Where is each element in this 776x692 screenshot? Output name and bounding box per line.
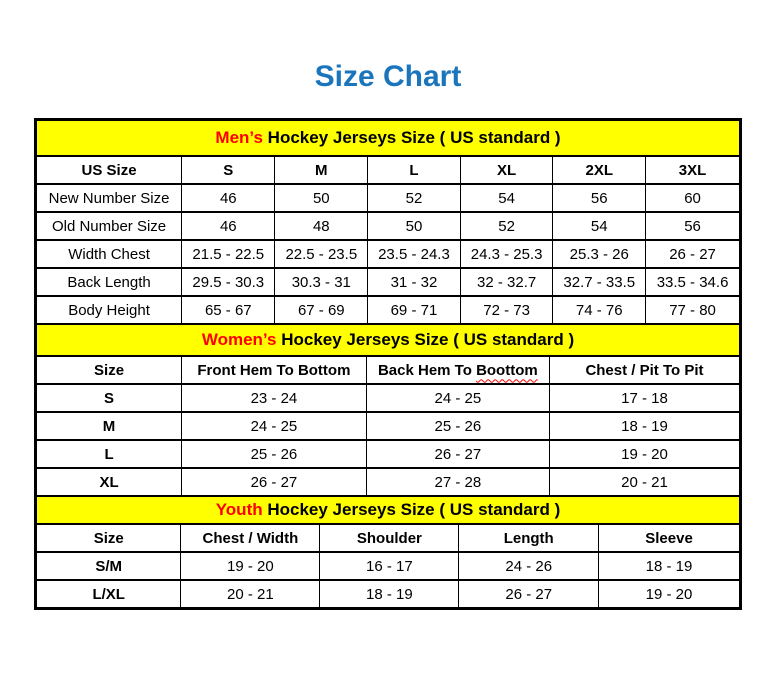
- row-label: New Number Size: [37, 184, 182, 212]
- row-label: S: [37, 384, 182, 412]
- col-header: Chest / Width: [181, 524, 320, 552]
- table-row: [37, 412, 739, 440]
- size-cell: 26 - 27: [646, 240, 739, 268]
- size-cell: 48: [275, 212, 368, 240]
- womens-size-table: [37, 325, 739, 497]
- size-cell: 26 - 27: [182, 468, 367, 496]
- size-cell: 17 - 18: [549, 384, 739, 412]
- size-cell: 18 - 19: [320, 580, 459, 607]
- size-cell: 27 - 28: [366, 468, 549, 496]
- size-cell: 50: [275, 184, 368, 212]
- size-cell: 56: [553, 184, 646, 212]
- size-cell: 60: [646, 184, 739, 212]
- size-cell: 18 - 19: [549, 412, 739, 440]
- youth-column-header-row: [37, 524, 739, 552]
- size-cell: 29.5 - 30.3: [182, 268, 275, 296]
- row-label: Body Height: [37, 296, 182, 324]
- size-cell: 22.5 - 23.5: [275, 240, 368, 268]
- row-label: XL: [37, 468, 182, 496]
- womens-column-header-row: [37, 356, 739, 384]
- table-row: [37, 184, 739, 212]
- size-cell: 52: [368, 184, 461, 212]
- size-cell: 33.5 - 34.6: [646, 268, 739, 296]
- youth-band-highlight: Youth: [215, 500, 263, 519]
- mens-column-header-row: [37, 156, 739, 184]
- table-row: [37, 212, 739, 240]
- size-cell: 18 - 19: [599, 552, 739, 580]
- table-row: [37, 240, 739, 268]
- size-cell: 74 - 76: [553, 296, 646, 324]
- size-cell: 26 - 27: [366, 440, 549, 468]
- size-chart-table: [34, 118, 742, 610]
- size-cell: 20 - 21: [549, 468, 739, 496]
- size-cell: 25 - 26: [182, 440, 367, 468]
- size-cell: 69 - 71: [368, 296, 461, 324]
- page-title: Size Chart: [314, 60, 462, 93]
- womens-section-header: [37, 325, 739, 356]
- size-cell: 24.3 - 25.3: [460, 240, 553, 268]
- col-header: 2XL: [553, 156, 646, 184]
- size-cell: 67 - 69: [275, 296, 368, 324]
- col-header: US Size: [37, 156, 182, 184]
- size-cell: 65 - 67: [182, 296, 275, 324]
- col-header: Length: [459, 524, 599, 552]
- size-cell: 32.7 - 33.5: [553, 268, 646, 296]
- col-header: Shoulder: [320, 524, 459, 552]
- spellcheck-squiggle-word: Boottom: [476, 361, 538, 379]
- size-cell: 54: [460, 184, 553, 212]
- womens-band-text: Hockey Jerseys Size ( US standard ): [276, 330, 575, 349]
- size-cell: 31 - 32: [368, 268, 461, 296]
- table-row: [37, 384, 739, 412]
- row-label: M: [37, 412, 182, 440]
- size-cell: 23 - 24: [182, 384, 367, 412]
- size-cell: 19 - 20: [599, 580, 739, 607]
- col-header: Chest / Pit To Pit: [549, 356, 739, 384]
- size-cell: 26 - 27: [459, 580, 599, 607]
- mens-section-header: [37, 121, 739, 156]
- col-header: Size: [37, 524, 181, 552]
- table-row: [37, 580, 739, 607]
- size-cell: 16 - 17: [320, 552, 459, 580]
- size-cell: 25 - 26: [366, 412, 549, 440]
- size-cell: 50: [368, 212, 461, 240]
- size-cell: 56: [646, 212, 739, 240]
- size-cell: 54: [553, 212, 646, 240]
- youth-band-text: Hockey Jerseys Size ( US standard ): [262, 500, 561, 519]
- col-header: S: [182, 156, 275, 184]
- row-label: Width Chest: [37, 240, 182, 268]
- col-header: 3XL: [646, 156, 739, 184]
- size-cell: 24 - 25: [366, 384, 549, 412]
- size-cell: 52: [460, 212, 553, 240]
- size-cell: 77 - 80: [646, 296, 739, 324]
- table-row: [37, 552, 739, 580]
- mens-size-table: [37, 121, 739, 325]
- size-cell: 19 - 20: [181, 552, 320, 580]
- size-cell: 72 - 73: [460, 296, 553, 324]
- youth-section-header: [37, 497, 739, 524]
- col-header: L: [368, 156, 461, 184]
- size-cell: 23.5 - 24.3: [368, 240, 461, 268]
- table-row: [37, 468, 739, 496]
- row-label: Back Length: [37, 268, 182, 296]
- mens-band-highlight: Men’s: [215, 128, 263, 147]
- row-label: L: [37, 440, 182, 468]
- size-cell: 32 - 32.7: [460, 268, 553, 296]
- col-header: Size: [37, 356, 182, 384]
- row-label: Old Number Size: [37, 212, 182, 240]
- table-row: [37, 268, 739, 296]
- size-cell: 19 - 20: [549, 440, 739, 468]
- womens-band-highlight: Women’s: [201, 330, 277, 349]
- size-cell: 21.5 - 22.5: [182, 240, 275, 268]
- col-header: M: [275, 156, 368, 184]
- size-cell: 24 - 25: [182, 412, 367, 440]
- mens-band-text: Hockey Jerseys Size ( US standard ): [262, 128, 561, 147]
- youth-size-table: [37, 497, 739, 607]
- size-cell: 25.3 - 26: [553, 240, 646, 268]
- size-cell: 24 - 26: [459, 552, 599, 580]
- size-cell: 46: [182, 212, 275, 240]
- row-label: S/M: [37, 552, 181, 580]
- size-cell: 20 - 21: [181, 580, 320, 607]
- col-header: XL: [460, 156, 553, 184]
- table-row: [37, 440, 739, 468]
- table-row: [37, 296, 739, 324]
- row-label: L/XL: [37, 580, 181, 607]
- size-cell: 30.3 - 31: [275, 268, 368, 296]
- col-header: Front Hem To Bottom: [182, 356, 367, 384]
- col-header: Sleeve: [599, 524, 739, 552]
- col-header-misspelled: Back Hem To Boottom: [366, 356, 549, 384]
- size-cell: 46: [182, 184, 275, 212]
